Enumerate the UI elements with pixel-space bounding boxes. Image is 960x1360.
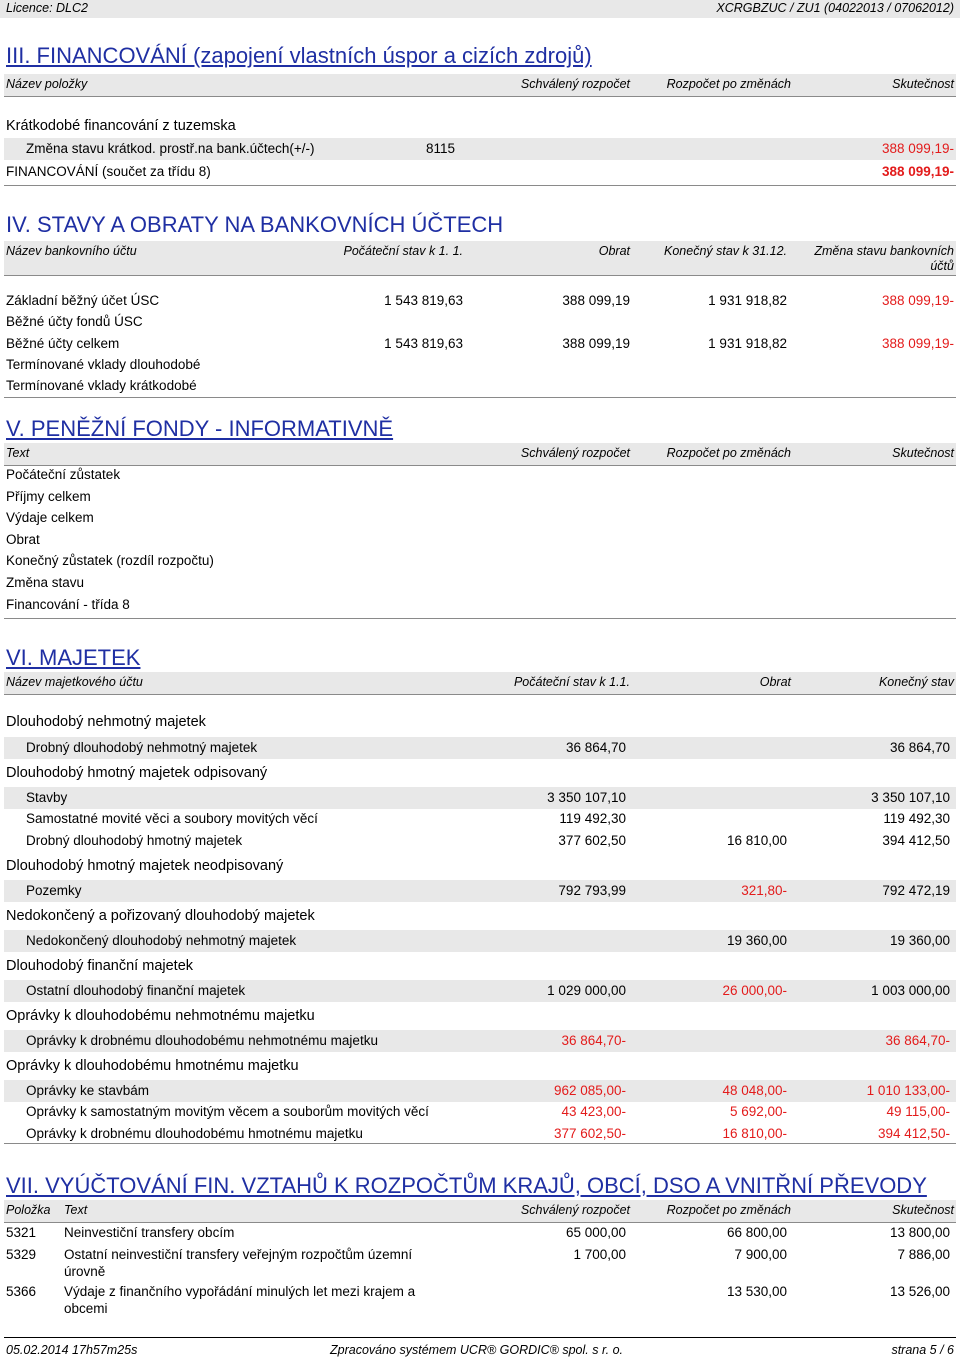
- asset-row-name: Samostatné movité věci a soubory movitých věcí: [26, 811, 318, 826]
- asset-group-label: Oprávky k dlouhodobému nehmotnému majetku: [6, 1008, 315, 1024]
- transfer-code: 5321: [6, 1225, 37, 1240]
- col-header-start: Počáteční stav k 1.1.: [513, 675, 630, 689]
- col-header-account: Název bankovního účtu: [6, 244, 137, 258]
- transfer-actual: 13 800,00: [889, 1225, 950, 1240]
- transfer-approved: 1 700,00: [573, 1247, 626, 1262]
- asset-group-label: Dlouhodobý hmotný majetek neodpisovaný: [6, 858, 284, 874]
- footer-divider: [4, 1337, 956, 1338]
- asset-end: 36 864,70-: [885, 1033, 950, 1048]
- asset-group-label: Nedokončený a pořizovaný dlouhodobý majetek: [6, 908, 315, 924]
- section-6-header-bar: [4, 672, 956, 694]
- section-3-title: III. FINANCOVÁNÍ (zapojení vlastních úspor a cizích zdrojů): [6, 43, 592, 68]
- asset-start: 1 029 000,00: [547, 983, 626, 998]
- total-name: FINANCOVÁNÍ (součet za třídu 8): [6, 164, 211, 179]
- asset-group-label: Dlouhodobý hmotný majetek odpisovaný: [6, 765, 268, 781]
- asset-row-name: Oprávky ke stavbám: [26, 1083, 150, 1098]
- bank-end-balance: 1 931 918,82: [708, 336, 787, 351]
- bank-change: 388 099,19-: [881, 336, 954, 351]
- asset-start: 792 793,99: [558, 883, 626, 898]
- row-actual: 388 099,19-: [881, 141, 954, 156]
- divider: [4, 694, 956, 695]
- fund-row-label: Financování - třída 8: [6, 596, 130, 612]
- document-id: XCRGBZUC / ZU1 (04022013 / 07062012): [716, 1, 954, 15]
- transfer-code: 5329: [6, 1247, 37, 1262]
- col-header-approved: Schválený rozpočet: [520, 1203, 630, 1217]
- asset-row-name: Pozemky: [26, 883, 82, 898]
- asset-row-name: Stavby: [26, 790, 68, 805]
- bank-end-balance: 1 931 918,82: [708, 293, 787, 308]
- asset-row-name: Drobný dlouhodobý nehmotný majetek: [26, 740, 258, 755]
- asset-row-name: Oprávky k samostatným movitým věcem a souborům movitých věcí: [26, 1104, 429, 1119]
- col-header-code: Položka: [6, 1203, 51, 1217]
- footer-page: strana 5 / 6: [891, 1343, 954, 1357]
- transfer-text-cont: úrovně: [64, 1264, 106, 1279]
- col-header-name: Název položky: [6, 77, 88, 91]
- col-header-text: Text: [64, 1203, 88, 1217]
- bank-account-name: Termínované vklady dlouhodobé: [6, 357, 201, 372]
- fund-row-label: Výdaje celkem: [6, 510, 94, 526]
- divider: [4, 1222, 956, 1223]
- asset-turnover: 5 692,00-: [729, 1104, 787, 1119]
- asset-end: 1 010 133,00-: [866, 1083, 950, 1098]
- bank-start-balance: 1 543 819,63: [384, 336, 463, 351]
- licence-label: Licence: DLC2: [6, 1, 88, 15]
- divider: [4, 618, 956, 619]
- col-header-text: Text: [6, 446, 30, 460]
- asset-row-bar: [4, 787, 956, 809]
- bank-turnover: 388 099,19: [562, 336, 630, 351]
- fund-row-label: Obrat: [6, 531, 40, 547]
- asset-start: 377 602,50: [558, 833, 626, 848]
- row-code: 8115: [426, 141, 456, 156]
- asset-row-name: Oprávky k drobnému dlouhodobému nehmotnému majetku: [26, 1033, 378, 1048]
- divider: [4, 397, 956, 398]
- col-header-actual: Skutečnost: [892, 446, 954, 460]
- col-header-end: Konečný stav k 31.12.: [664, 244, 787, 258]
- asset-row-name: Nedokončený dlouhodobý nehmotný majetek: [26, 933, 297, 948]
- asset-turnover: 26 000,00-: [722, 983, 787, 998]
- asset-turnover: 321,80-: [741, 883, 787, 898]
- col-header-turnover: Obrat: [598, 244, 630, 258]
- section-7-title: VII. VYÚČTOVÁNÍ FIN. VZTAHŮ K ROZPOČTŮM KRAJŮ, OBCÍ, DSO A VNITŘNÍ PŘEVODY: [6, 1173, 927, 1198]
- col-header-actual: Skutečnost: [892, 1203, 954, 1217]
- transfer-text: Výdaje z finančního vypořádání minulých let mezi krajem a: [64, 1284, 416, 1299]
- asset-end: 36 864,70: [889, 740, 950, 755]
- fund-row-label: Konečný zůstatek (rozdíl rozpočtu): [6, 553, 214, 569]
- transfer-text: Ostatní neinvestiční transfery veřejným rozpočtům územní: [64, 1247, 413, 1262]
- divider: [4, 96, 956, 97]
- asset-end: 19 360,00: [889, 933, 950, 948]
- section-3-header-bar: [4, 74, 956, 96]
- asset-turnover: 48 048,00-: [722, 1083, 787, 1098]
- bank-account-name: Základní běžný účet ÚSC: [6, 293, 160, 308]
- asset-start: 43 423,00-: [561, 1104, 626, 1119]
- asset-row-name: Ostatní dlouhodobý finanční majetek: [26, 983, 246, 998]
- transfer-text: Neinvestiční transfery obcím: [64, 1225, 235, 1240]
- divider: [4, 1143, 956, 1144]
- bank-change: 388 099,19-: [881, 293, 954, 308]
- asset-start: 3 350 107,10: [547, 790, 626, 805]
- section-5-title: V. PENĚŽNÍ FONDY - INFORMATIVNĚ: [6, 416, 394, 441]
- col-header-start: Počáteční stav k 1. 1.: [343, 244, 463, 258]
- divider: [4, 465, 956, 466]
- col-header-actual: Skutečnost: [892, 77, 954, 91]
- section-5-header-bar: [4, 443, 956, 465]
- asset-start: 962 085,00-: [553, 1083, 626, 1098]
- col-header-change-2: účtů: [930, 259, 954, 273]
- footer-date: 05.02.2014 17h57m25s: [6, 1343, 138, 1357]
- asset-end: 119 492,30: [883, 811, 950, 826]
- asset-end: 3 350 107,10: [871, 790, 950, 805]
- divider: [4, 185, 956, 186]
- fund-row-label: Příjmy celkem: [6, 488, 91, 504]
- bank-turnover: 388 099,19: [562, 293, 630, 308]
- transfer-text-cont: obcemi: [64, 1301, 108, 1316]
- asset-row-name: Drobný dlouhodobý hmotný majetek: [26, 833, 243, 848]
- asset-group-label: Dlouhodobý finanční majetek: [6, 958, 194, 974]
- group-label: Krátkodobé financování z tuzemska: [6, 118, 236, 134]
- asset-start: 377 602,50-: [553, 1126, 626, 1141]
- bank-account-name: Běžné účty fondů ÚSC: [6, 314, 143, 329]
- transfer-actual: 13 526,00: [889, 1284, 950, 1299]
- asset-start: 36 864,70: [565, 740, 626, 755]
- transfer-changed: 66 800,00: [726, 1225, 787, 1240]
- transfer-approved: 65 000,00: [565, 1225, 626, 1240]
- bank-start-balance: 1 543 819,63: [384, 293, 463, 308]
- footer-system: Zpracováno systémem UCR® GORDIC® spol. s r. o.: [330, 1343, 624, 1357]
- col-header-turnover: Obrat: [759, 675, 791, 689]
- col-header-changed: Rozpočet po změnách: [666, 77, 791, 91]
- col-header-approved: Schválený rozpočet: [520, 446, 630, 460]
- transfer-code: 5366: [6, 1284, 37, 1299]
- asset-group-label: Oprávky k dlouhodobému hmotnému majetku: [6, 1058, 299, 1074]
- col-header-change: Změna stavu bankovních: [814, 244, 954, 258]
- asset-row-name: Oprávky k drobnému dlouhodobému hmotnému majetku: [26, 1126, 363, 1141]
- asset-turnover: 16 810,00: [726, 833, 787, 848]
- row-name: Změna stavu krátkod. prostř.na bank.účtech(+/-): [26, 141, 315, 156]
- asset-end: 1 003 000,00: [871, 983, 950, 998]
- fund-row-label: Počáteční zůstatek: [6, 467, 121, 482]
- asset-end: 49 115,00-: [886, 1104, 950, 1119]
- asset-end: 792 472,19: [882, 883, 950, 898]
- asset-start: 119 492,30: [559, 811, 626, 826]
- section-7-header-bar: [4, 1200, 956, 1222]
- transfer-actual: 7 886,00: [897, 1247, 950, 1262]
- asset-end: 394 412,50: [882, 833, 950, 848]
- section-4-title: IV. STAVY A OBRATY NA BANKOVNÍCH ÚČTECH: [6, 212, 504, 237]
- section-6-title: VI. MAJETEK: [6, 645, 141, 670]
- col-header-end: Konečný stav: [878, 675, 954, 689]
- asset-end: 394 412,50-: [877, 1126, 950, 1141]
- transfer-changed: 7 900,00: [734, 1247, 787, 1262]
- asset-turnover: 19 360,00: [726, 933, 787, 948]
- col-header-changed: Rozpočet po změnách: [666, 446, 791, 460]
- bank-account-name: Termínované vklady krátkodobé: [6, 378, 197, 393]
- fund-row-label: Změna stavu: [6, 575, 85, 590]
- asset-start: 36 864,70-: [561, 1033, 626, 1048]
- col-header-asset: Název majetkového účtu: [6, 675, 143, 689]
- total-actual: 388 099,19-: [881, 164, 954, 179]
- col-header-approved: Schválený rozpočet: [520, 77, 630, 91]
- asset-group-label: Dlouhodobý nehmotný majetek: [6, 714, 206, 730]
- transfer-changed: 13 530,00: [726, 1284, 787, 1299]
- bank-account-name: Běžné účty celkem: [6, 336, 120, 351]
- asset-row-bar: [4, 880, 956, 902]
- col-header-changed: Rozpočet po změnách: [666, 1203, 791, 1217]
- asset-turnover: 16 810,00-: [722, 1126, 787, 1141]
- divider: [4, 275, 956, 276]
